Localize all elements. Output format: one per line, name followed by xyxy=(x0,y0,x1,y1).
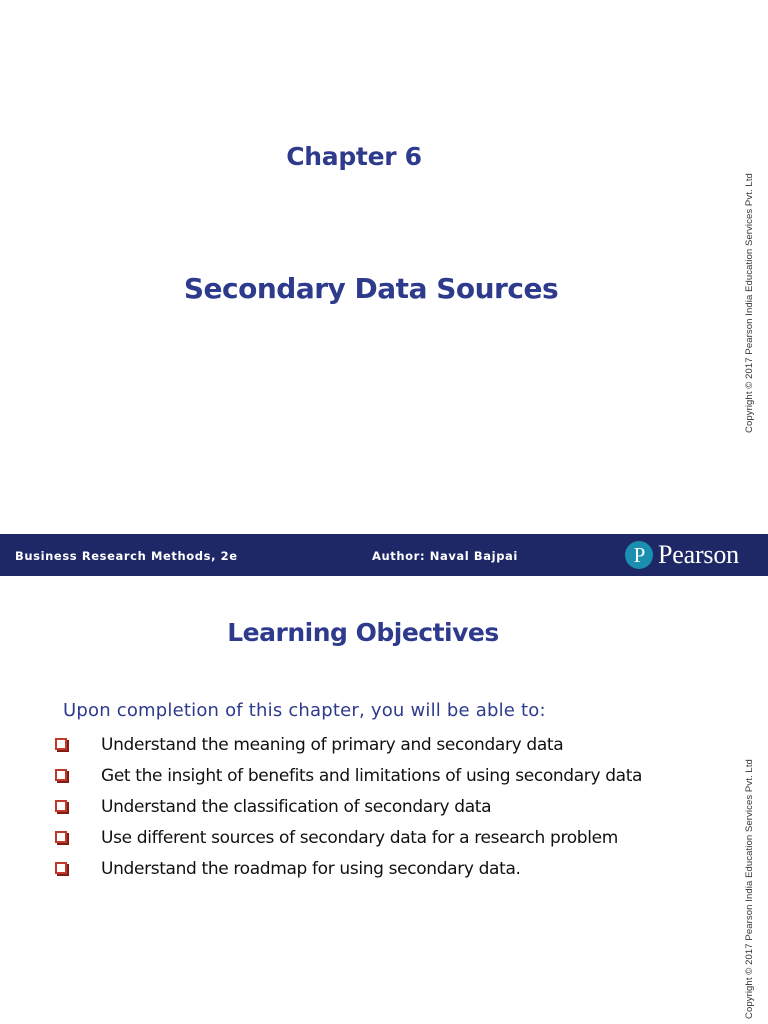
checkbox-bullet-icon xyxy=(55,800,67,812)
footer-author: Author: Naval Bajpai xyxy=(372,549,518,563)
pearson-wordmark: Pearson xyxy=(658,540,739,569)
footer-book-title: Business Research Methods, 2e xyxy=(15,549,238,563)
objective-text: Get the insight of benefits and limitations of using secondary data xyxy=(101,766,643,786)
pearson-logo xyxy=(625,540,739,570)
checkbox-bullet-icon xyxy=(55,769,67,781)
copyright-notice: Copyright © 2017 Pearson India Education Services Pvt. Ltd xyxy=(744,759,755,1019)
pearson-p-icon xyxy=(625,541,653,569)
copyright-notice: Copyright © 2017 Pearson India Education Services Pvt. Ltd xyxy=(744,173,755,433)
slide-title: Learning Objectives xyxy=(227,618,499,647)
chapter-number: Chapter 6 xyxy=(286,142,422,171)
objective-text: Use different sources of secondary data for a research problem xyxy=(101,828,618,848)
footer-bar xyxy=(0,534,768,576)
chapter-title: Secondary Data Sources xyxy=(183,272,559,305)
checkbox-bullet-icon xyxy=(55,738,67,750)
learning-objectives-slide xyxy=(0,577,768,1024)
objective-text: Understand the meaning of primary and secondary data xyxy=(101,735,564,755)
checkbox-bullet-icon xyxy=(55,831,67,843)
objective-text: Understand the roadmap for using secondary data. xyxy=(101,859,521,879)
objective-text: Understand the classification of secondary data xyxy=(101,797,492,817)
checkbox-bullet-icon xyxy=(55,862,67,874)
svg-text:P: P xyxy=(633,543,646,567)
intro-text: Upon completion of this chapter, you will be able to: xyxy=(63,700,546,721)
